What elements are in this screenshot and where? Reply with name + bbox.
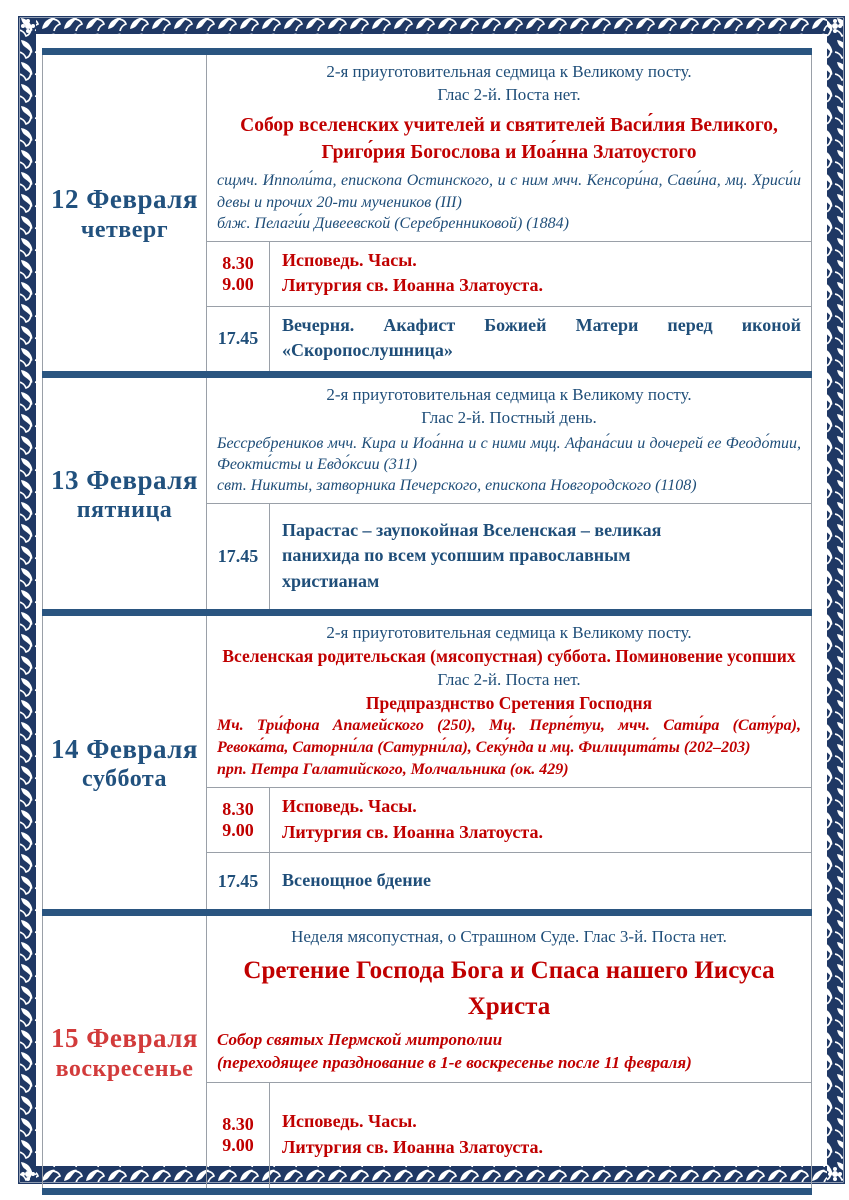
glas-line: Глас 2-й. Поста нет. <box>437 84 581 104</box>
date-day: 15 Февраля <box>50 1022 198 1053</box>
memorial-line: Вселенская родительская (мясопустная) суббота. Поминовение усопших <box>222 646 796 667</box>
saints-line: сщмч. Ипполи́та, епископа Остинского, и с ним мчч. Кенсори́на, Сави́на, мц. Хриси́и девы и прочих 20-ти мучеников (III) <box>217 172 801 211</box>
saints-line: Мч. Три́фона Апамейского (250), Мц. Перпе́туи, мчч. Сати́ра (Сату́ра), Ревока́та, Саторни́ла (Сатурни́ла), Секу́нда и мц. Филицита́ты (202–203) <box>217 717 801 756</box>
forefeast-line: Предпразднство Сретения Господня <box>365 692 653 713</box>
section-divider <box>42 371 812 378</box>
schedule-table <box>42 48 812 1195</box>
service-description: Всенощное бдение <box>282 869 432 890</box>
date-weekday: четверг <box>80 216 169 243</box>
section-divider <box>42 909 812 916</box>
feast-title: Сретение Господа Бога и Спаса нашего Иисуса Христа <box>243 957 775 1021</box>
section-header <box>207 378 811 503</box>
date-cell <box>43 378 207 609</box>
section-divider <box>42 609 812 616</box>
service-time: 17.45 <box>207 504 270 609</box>
day-section-15-feb <box>42 916 812 1187</box>
date-day: 13 Февраля <box>50 464 198 495</box>
saints-line: прп. Петра Галатийского, Молчальника (ок. 429) <box>217 760 569 778</box>
service-row <box>207 787 811 852</box>
week-line: Неделя мясопустная, о Страшном Суде. Глас 3-й. Поста нет. <box>291 927 727 947</box>
feast-title: Собор вселенских учителей и святителей Васи́лия Великого, Григо́рия Богослова и Иоа́нна Златоустого <box>240 114 778 164</box>
service-time: 8.30 9.00 <box>207 788 270 852</box>
service-description: Парастас – заупокойная Вселенская – великая панихида по всем усопшим православным христианам <box>282 519 662 591</box>
date-cell <box>43 916 207 1187</box>
week-line: 2-я приуготовительная седмица к Великому посту. <box>326 62 692 81</box>
saints-line: Собор святых Пермской митрополии <box>217 1029 503 1049</box>
date-day: 14 Февраля <box>50 733 198 764</box>
date-weekday: воскресенье <box>55 1055 194 1082</box>
week-line: 2-я приуготовительная седмица к Великому посту. <box>326 384 692 404</box>
saints-line: (переходящее празднование в 1-е воскресенье после 11 февраля) <box>217 1052 692 1072</box>
saints-line: Бессребреников мчч. Кира и Иоа́нна и с ними мцц. Афана́сии и дочерей ее Феодо́тии, Феокти́сты и Евдо́ксии (311) <box>217 434 801 473</box>
day-section-13-feb <box>42 378 812 609</box>
service-row <box>207 503 811 609</box>
saints-line: свт. Никиты, затворника Печерского, епископа Новгородского (1108) <box>217 477 697 495</box>
service-description: Исповедь. Часы. Литургия св. Иоанна Златоуста. <box>282 1110 543 1157</box>
table-bottom-bar <box>42 1188 812 1195</box>
day-section-14-feb <box>42 616 812 909</box>
date-cell <box>43 616 207 909</box>
week-line: 2-я приуготовительная седмица к Великому посту. <box>326 623 692 643</box>
day-section-12-feb <box>42 55 812 371</box>
section-header <box>207 616 811 787</box>
service-time: 17.45 <box>207 307 270 371</box>
service-row <box>207 1082 811 1188</box>
date-day: 12 Февраля <box>50 183 198 214</box>
glas-line: Глас 2-й. Постный день. <box>421 407 597 427</box>
glas-line: Глас 2-й. Поста нет. <box>437 669 581 689</box>
service-row <box>207 241 811 306</box>
saints-line: блж. Пелаги́и Дивеевской (Серебренниковой) (1884) <box>217 214 569 232</box>
service-description: Исповедь. Часы. Литургия св. Иоанна Златоуста. <box>282 249 543 296</box>
service-description: Исповедь. Часы. Литургия св. Иоанна Златоуста. <box>282 796 543 842</box>
service-row <box>207 852 811 909</box>
service-time: 8.30 9.00 <box>207 1083 270 1188</box>
date-cell <box>43 55 207 371</box>
section-header <box>207 916 811 1081</box>
date-weekday: пятница <box>76 497 173 524</box>
section-header <box>207 55 811 241</box>
service-description: Вечерня. Акафист Божией Матери перед иконой «Скоропослушница» <box>282 314 801 361</box>
service-row <box>207 306 811 371</box>
date-weekday: суббота <box>82 766 167 793</box>
service-time: 8.30 9.00 <box>207 242 270 306</box>
service-time: 17.45 <box>207 853 270 909</box>
table-top-bar <box>42 48 812 55</box>
